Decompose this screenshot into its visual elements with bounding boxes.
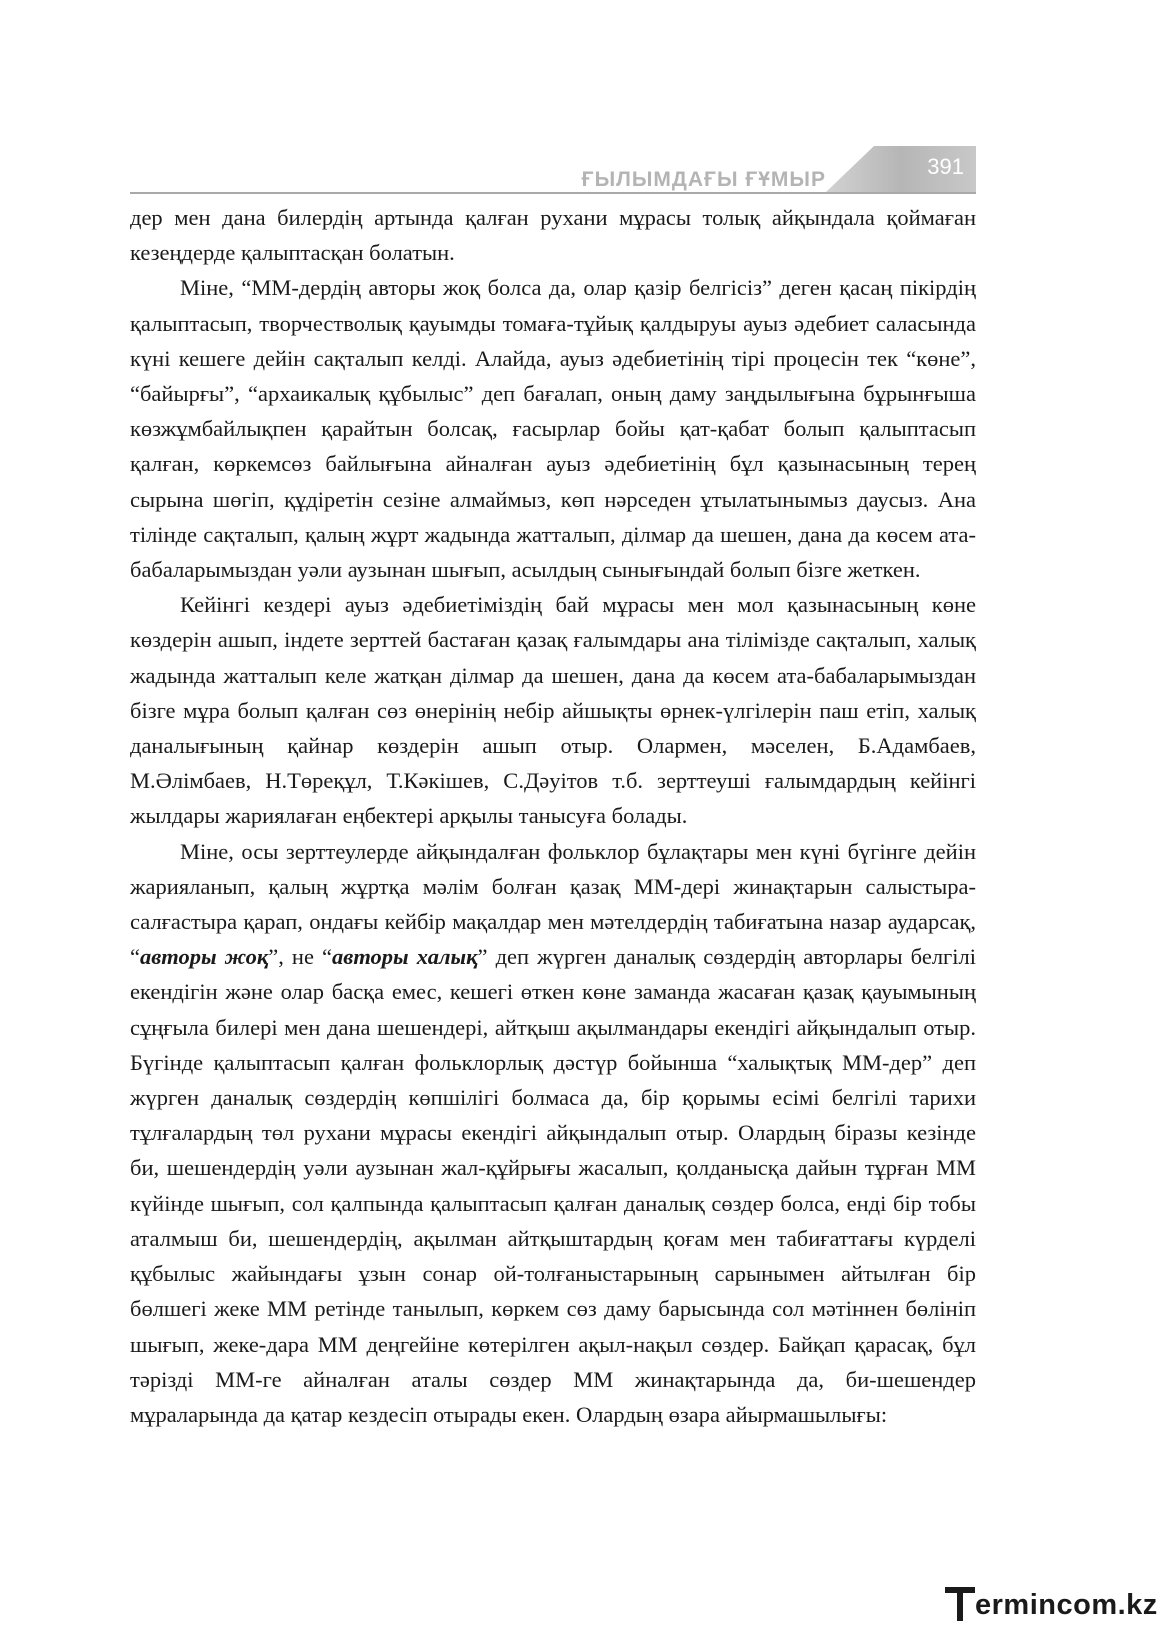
section-title: ҒЫЛЫМДАҒЫ ҒҰМЫР	[581, 168, 826, 191]
emphasis-authors-people: авторы халық	[332, 944, 478, 970]
paragraph-4	[130, 834, 976, 1432]
watermark-text: ermincom.kz	[975, 1589, 1158, 1621]
watermark	[945, 1585, 1158, 1627]
header-rule	[130, 192, 976, 194]
paragraph-4-text-c: ” деп жүрген даналық сөздердің авторлары белгілі екендігін және олар басқа емес, кешегі өткен көне заманда жасаған қазақ қауымының сұңғыла билері мен дана шешендері, айтқыш ақылмандары екендігі айқындалып отыр. Бүгінде қалыптасып қалған фольклорлық дәстүр бойынша “халықтық ММ-дер” деп жүрген даналық сөздердің көпшілігі болмаса да, бір қорымы есімі белгілі тарихи тұлғалардың төл рухани мұрасы екендігі айқындалып отыр. Олардың біразы кезінде би, шешендердің уәли аузынан жал-құйрығы жасалып, қолданысқа дайын тұрған ММ күйінде шығып, сол қалпында қалыптасып қалған даналық сөздер болса, енді бір тобы аталмыш би, шешендердің, ақылман айтқыштардың қоғам мен табиғаттағы күрделі құбылыс жайындағы ұзын сонар ой-толғаныстарының сарынымен айтылған бір бөлшегі жеке ММ ретінде танылып, көркем сөз даму барысында сол мәтіннен бөлініп шығып, жеке-дара ММ деңгейіне көтерілген ақыл-нақыл сөздер. Байқап қарасақ, бұл тәрізді ММ-ге айналған аталы сөздер ММ жинақтарында да, би-шешендер мұраларында да қатар кездесіп отырады екен. Олардың өзара айырмашылығы:	[130, 944, 977, 1427]
body-text	[130, 200, 976, 1432]
paragraph-4-text-a: Міне, осы зерттеулерде айқындалған фольклор бұлақтары мен күні бүгінге дейін жарияланып, қалың жұртқа мәлім болған қазақ ММ-дері жинақтарын салыстыра-салғастыра қарап, ондағы кейбір мақалдар мен мәтелдердің табиғатына назар аударсақ, “	[130, 838, 976, 970]
emphasis-authors-none: авторы жоқ	[140, 944, 269, 970]
paragraph-3: Кейінгі кездері ауыз әдебиетіміздің бай мұрасы мен мол қазынасының көне көздерін ашып, індете зерттей бастаған қазақ ғалымдары ана тілімізде сақталып, халық жадында жатталып келе жатқан ділмар да шешен, дана да көсем ата-бабаларымыздан бізге мұра болып қалған сөз өнерінің небір айшықты өрнек-үлгілерін паш етіп, халық даналығының қайнар көздерін ашып отыр. Олармен, мәселен, Б.Адамбаев, М.Әлімбаев, Н.Төреқұл, Т.Кәкішев, С.Дәуітов т.б. зерттеуші ғалымдардың кейінгі жылдары жариялаған еңбектері арқылы танысуға болады.	[130, 592, 976, 829]
page-number: 391	[927, 154, 964, 179]
watermark-logo-t-icon	[945, 1585, 975, 1621]
paragraph-4-text-b: ”, не “	[268, 944, 333, 970]
running-header	[130, 146, 976, 198]
paragraph-2: Міне, “ММ-дердің авторы жоқ болса да, олар қазір белгісіз” деген қасаң пікірдің қалыптасып, творчестволық қауымды томаға-тұйық қалдыруы ауыз әдебиет саласында күні кешеге дейін сақталып келді. Алайда, ауыз әдебиетінің тірі процесін тек “көне”, “байырғы”, “архаикалық құбылыс” деп бағалап, оның даму заңдылығына бұрынғыша көзжұмбайлықпен қарайтын болсақ, ғасырлар бойы қат-қабат болып қалыптасып қалған, көркемсөз байлығына айналған ауыз әдебиетінің бұл қазынасының терең сырына шөгіп, құдіретін сезіне алмаймыз, көп нәрседен ұтылатынымыз даусыз. Ана тілінде сақталып, қалың жұрт жадында жатталып, ділмар да шешен, дана да көсем ата-бабаларымыздан уәли аузынан шығып, асылдың сынығындай болып бізге жеткен.	[130, 275, 976, 583]
paragraph-1: дер мен дана билердің артында қалған рухани мұрасы толық айқындала қоймаған кезеңдерде қалыптасқан болатын.	[130, 205, 976, 266]
